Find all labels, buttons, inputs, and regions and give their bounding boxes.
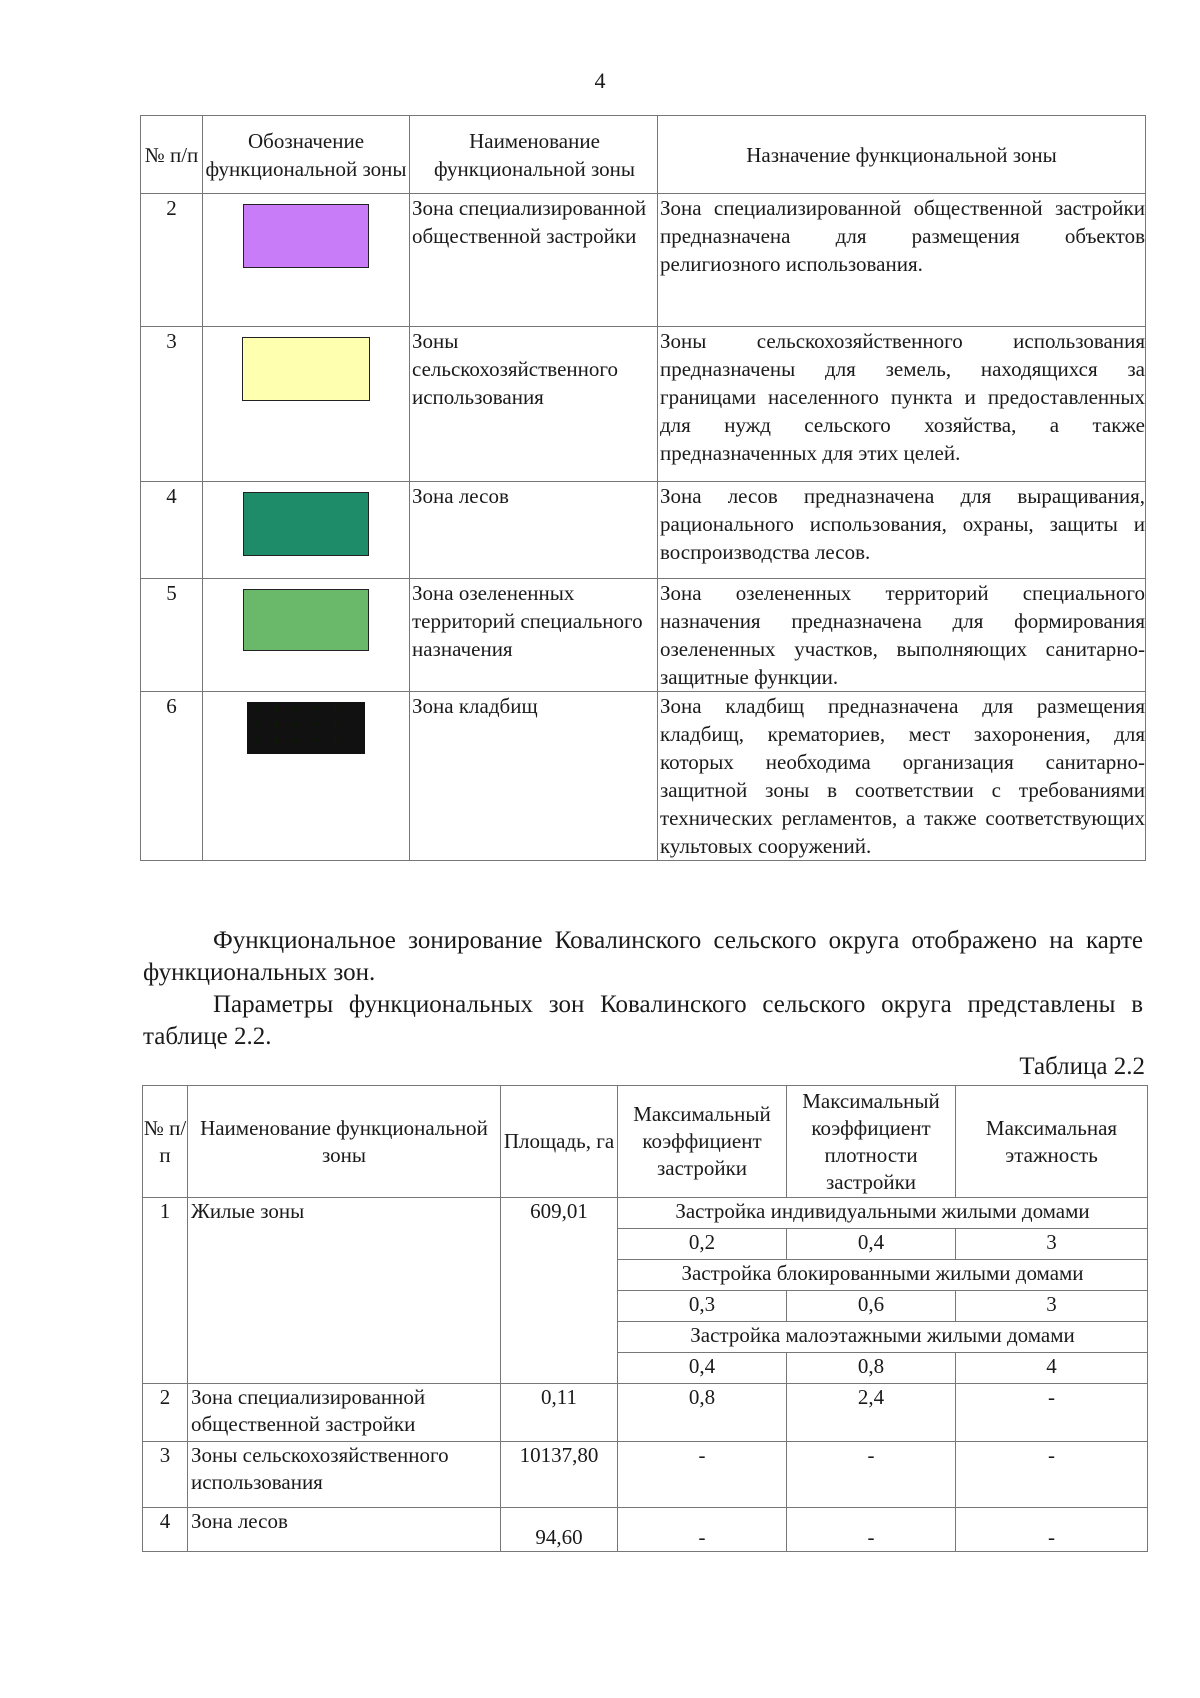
zone-name: Зона лесов — [410, 482, 658, 579]
paragraph-text: Функциональное зонирование Ковалинского сельского округа отображено на карте функциональных зон. — [143, 927, 1143, 986]
col-header-density-ratio: Максимальный коэффициент плотности застройки — [787, 1086, 956, 1198]
build-ratio: - — [618, 1442, 787, 1508]
zone-area: 0,11 — [501, 1384, 618, 1442]
col-header-name: Наименование функциональной зоны — [410, 116, 658, 194]
row-number: 4 — [141, 482, 203, 579]
table-row — [141, 327, 1146, 482]
row-number: 2 — [143, 1384, 188, 1442]
zone-name: Зона кладбищ — [410, 692, 658, 861]
cemetery-hatch-swatch — [247, 702, 365, 754]
col-header-number: № п/п — [141, 116, 203, 194]
zone-name: Жилые зоны — [188, 1198, 501, 1384]
subtype-label: Застройка индивидуальными жилыми домами — [618, 1198, 1148, 1229]
table-row — [143, 1508, 1148, 1552]
page-number: 4 — [594, 68, 606, 93]
col-header-name: Наименование функциональной зоны — [188, 1086, 501, 1198]
max-floors: 3 — [956, 1291, 1148, 1322]
table-header-row — [141, 116, 1146, 194]
row-number: 2 — [141, 194, 203, 327]
zone-area: 10137,80 — [501, 1442, 618, 1508]
build-ratio: 0,4 — [618, 1353, 787, 1384]
build-ratio: 0,2 — [618, 1229, 787, 1260]
zone-purpose: Зона кладбищ предназначена для размещения кладбищ, крематориев, мест захоронения, для которых необходима организация санитарно-защитной зоны в соответствии с требованиями технических регламентов, а также соответствующих культовых сооружений. — [658, 692, 1146, 861]
row-number: 4 — [143, 1508, 188, 1552]
col-header-number: № п/п — [143, 1086, 188, 1198]
violet-swatch — [243, 204, 369, 268]
row-number: 3 — [141, 327, 203, 482]
col-header-floors: Максимальная этажность — [956, 1086, 1148, 1198]
zone-swatch-cell — [203, 327, 410, 482]
table-row — [141, 579, 1146, 692]
row-number: 6 — [141, 692, 203, 861]
table-header-row — [143, 1086, 1148, 1198]
yellow-swatch — [242, 337, 370, 401]
row-number: 1 — [143, 1198, 188, 1384]
table-row — [143, 1442, 1148, 1508]
subtype-label: Застройка блокированными жилыми домами — [618, 1260, 1148, 1291]
dark-green-swatch — [243, 492, 369, 556]
col-header-purpose: Назначение функциональной зоны — [658, 116, 1146, 194]
zone-purpose: Зоны сельскохозяйственного использования предназначены для земель, находящихся за границами населенного пункта и предоставленных для нужд сельского хозяйства, а также предназначенных для этих целей. — [658, 327, 1146, 482]
col-header-designation: Обозначение функциональной зоны — [203, 116, 410, 194]
table-row — [141, 194, 1146, 327]
subtype-label: Застройка малоэтажными жилыми домами — [618, 1322, 1148, 1353]
density-ratio: - — [787, 1442, 956, 1508]
zone-purpose: Зона специализированной общественной застройки предназначена для размещения объектов религиозного использования. — [658, 194, 1146, 327]
zone-name: Зона специализированной общественной застройки — [410, 194, 658, 327]
table-row — [141, 692, 1146, 861]
density-ratio: 0,6 — [787, 1291, 956, 1322]
zone-purpose: Зона озелененных территорий специального назначения предназначена для формирования озелененных участков, выполняющих санитарно-защитные функции. — [658, 579, 1146, 692]
density-ratio: 0,8 — [787, 1353, 956, 1384]
build-ratio: 0,8 — [618, 1384, 787, 1442]
table-row — [141, 482, 1146, 579]
zone-purpose: Зона лесов предназначена для выращивания, рационального использования, охраны, защиты и воспроизводства лесов. — [658, 482, 1146, 579]
zone-name: Зона лесов — [188, 1508, 501, 1552]
zone-name: Зоны сельскохозяйственного использования — [410, 327, 658, 482]
build-ratio: 0,3 — [618, 1291, 787, 1322]
zone-swatch-cell — [203, 579, 410, 692]
row-number: 3 — [143, 1442, 188, 1508]
zone-swatch-cell — [203, 482, 410, 579]
max-floors: - — [956, 1508, 1148, 1552]
zone-swatch-cell — [203, 692, 410, 861]
zone-swatch-cell — [203, 194, 410, 327]
col-header-area: Площадь, га — [501, 1086, 618, 1198]
zones-legend-table — [140, 115, 1146, 861]
density-ratio: 2,4 — [787, 1384, 956, 1442]
table-row — [143, 1198, 1148, 1229]
zone-name: Зона специализированной общественной застройки — [188, 1384, 501, 1442]
zone-parameters-table — [142, 1085, 1148, 1552]
build-ratio: - — [618, 1508, 787, 1552]
density-ratio: 0,4 — [787, 1229, 956, 1260]
max-floors: - — [956, 1442, 1148, 1508]
zone-area: 609,01 — [501, 1198, 618, 1384]
zone-area: 94,60 — [501, 1508, 618, 1552]
zone-name: Зоны сельскохозяйственного использования — [188, 1442, 501, 1508]
max-floors: 4 — [956, 1353, 1148, 1384]
zone-name: Зона озелененных территорий специального назначения — [410, 579, 658, 692]
density-ratio: - — [787, 1508, 956, 1552]
table-row — [143, 1384, 1148, 1442]
paragraph-parameters — [143, 989, 1143, 1053]
col-header-build-ratio: Максимальный коэффициент застройки — [618, 1086, 787, 1198]
max-floors: - — [956, 1384, 1148, 1442]
green-swatch — [243, 589, 369, 651]
table-caption: Таблица 2.2 — [1019, 1053, 1145, 1080]
paragraph-zoning-map — [143, 925, 1143, 989]
max-floors: 3 — [956, 1229, 1148, 1260]
paragraph-text: Параметры функциональных зон Ковалинского сельского округа представлены в таблице 2.2. — [143, 991, 1143, 1050]
row-number: 5 — [141, 579, 203, 692]
